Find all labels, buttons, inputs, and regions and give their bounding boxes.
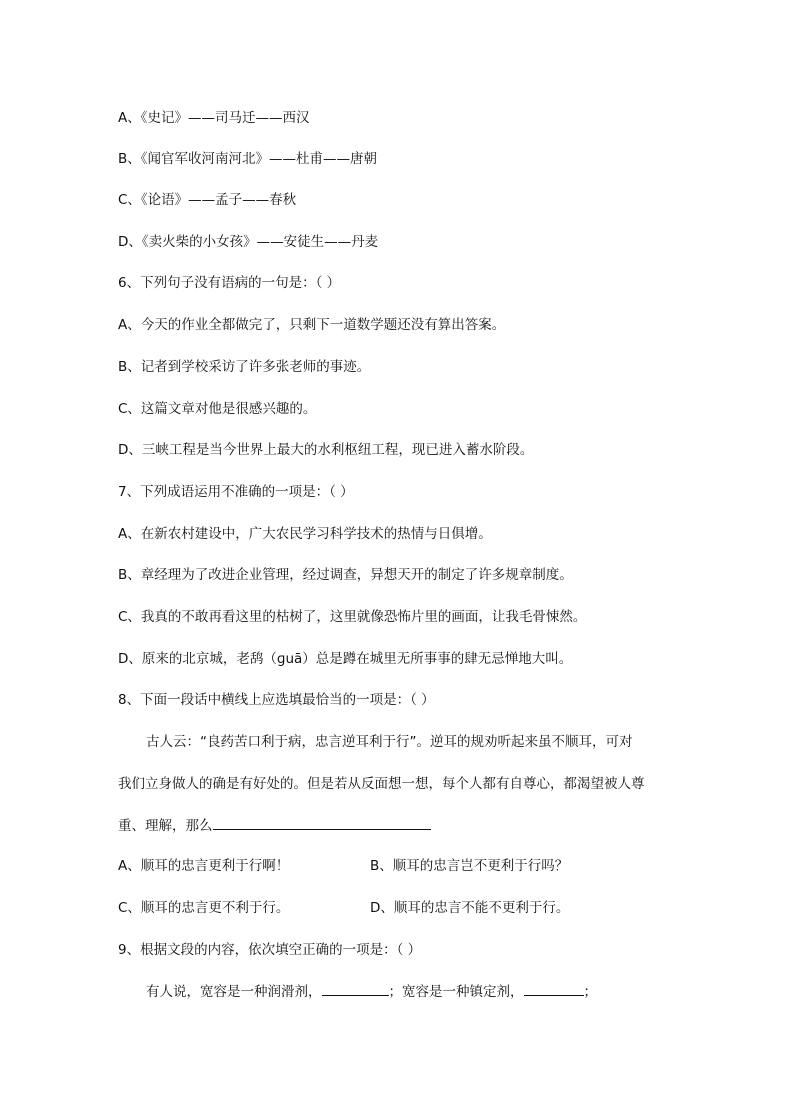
option-line-b: B、《闻官军收河南河北》——杜甫——唐朝 (118, 151, 378, 167)
question-8-option-b: B、顺耳的忠言岂不更利于行吗？ (370, 858, 569, 874)
question-9: 9、根据文段的内容，依次填空正确的一项是：（ ） (118, 942, 422, 958)
question-8-option-a: A、顺耳的忠言更利于行啊！ (118, 858, 290, 874)
question-7-option-a: A、在新农村建设中，广大农民学习科学技术的热情与日俱增。 (118, 526, 492, 542)
question-8-passage-line-3 (118, 815, 431, 836)
question-6-option-a: A、今天的作业全都做完了，只剩下一道数学题还没有算出答案。 (118, 317, 506, 333)
option-line-c: C、《论语》——孟子——春秋 (118, 192, 297, 208)
question-8-option-c: C、顺耳的忠言更不利于行。 (118, 900, 290, 916)
fill-blank (322, 981, 389, 996)
question-6-option-d: D、三峡工程是当今世界上最大的水利枢纽工程，现已进入蓄水阶段。 (118, 442, 534, 458)
option-line-d: D、《卖火柴的小女孩》——安徒生——丹麦 (118, 234, 379, 250)
question-8: 8、下面一段话中横线上应选填最恰当的一项是：（ ） (118, 692, 435, 708)
question-8-passage-line-1: 古人云：“良药苦口利于病，忠言逆耳利于行”。逆耳的规劝听起来虽不顺耳，可对 (146, 734, 633, 750)
question-9-passage-line-1 (146, 981, 597, 1002)
question-6: 6、下列句子没有语病的一句是：（ ） (118, 275, 341, 291)
question-6-option-b: B、记者到学校采访了许多张老师的事迹。 (118, 359, 371, 375)
question-7-option-b: B、章经理为了改进企业管理，经过调查，异想天开的制定了许多规章制度。 (118, 567, 573, 583)
question-8-passage-text: 重、理解，那么 (118, 818, 213, 834)
question-7-option-c: C、我真的不敢再看这里的枯树了，这里就像恐怖片里的画面，让我毛骨悚然。 (118, 609, 587, 625)
fill-blank (524, 981, 584, 996)
question-8-option-d: D、顺耳的忠言不能不更利于行。 (370, 900, 570, 916)
question-7: 7、下列成语运用不准确的一项是：（ ） (118, 484, 354, 500)
question-8-passage-line-2: 我们立身做人的确是有好处的。但是若从反面想一想，每个人都有自尊心，都渴望被人尊 (118, 776, 645, 792)
question-7-option-d: D、原来的北京城，老鸹（ɡuā）总是蹲在城里无所事事的肆无忌惮地大叫。 (118, 651, 573, 667)
fill-blank (213, 815, 431, 830)
question-9-text-part-1: 有人说，宽容是一种润滑剂， (146, 984, 322, 1000)
question-6-option-c: C、这篇文章对他是很感兴趣的。 (118, 401, 317, 417)
question-9-text-part-3: ； (583, 984, 597, 1000)
option-line-a: A、《史记》——司马迁——西汉 (118, 110, 310, 126)
question-9-text-part-2: ；宽容是一种镇定剂， (388, 984, 524, 1000)
